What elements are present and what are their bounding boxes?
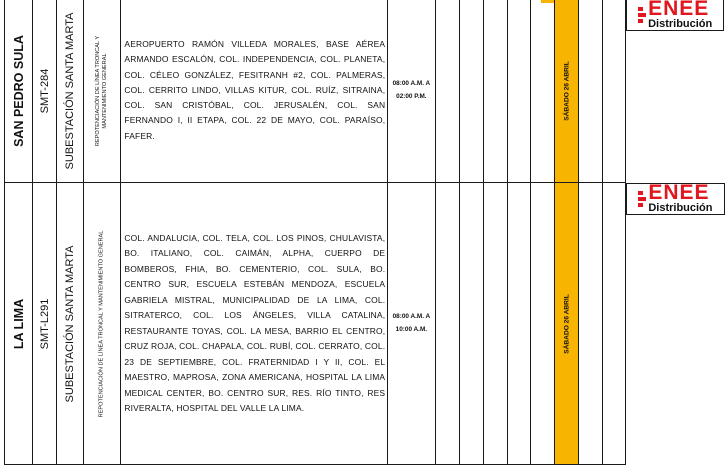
time-cell — [388, 0, 435, 183]
blank-cell — [435, 0, 459, 183]
city-label: LA LIMA — [11, 298, 26, 349]
circuit-label: SMT-L291 — [38, 298, 51, 349]
date-cell — [554, 183, 578, 465]
substation-cell — [56, 183, 83, 465]
substation-label: SUBESTACIÓN SANTA MARTA — [64, 12, 77, 169]
blank-cell — [459, 183, 483, 465]
logo-subtitle: Distribución — [648, 201, 713, 214]
work-description — [95, 35, 109, 145]
time-end: 10:00 A.M. — [395, 325, 428, 333]
date-cell — [554, 0, 578, 183]
date-label: SÁBADO 26 ABRIL — [563, 60, 571, 121]
work-cell — [84, 0, 121, 183]
work-description — [99, 230, 106, 417]
blank-cell — [579, 183, 602, 465]
circuit-cell — [33, 183, 56, 465]
schedule-row-san-pedro-sula — [5, 0, 725, 183]
blank-cell — [484, 0, 507, 183]
city-label: SAN PEDRO SULA — [11, 34, 26, 147]
affected-areas: AEROPUERTO RAMÓN VILLEDA MORALES, BASE AÉREA ARMANDO ESCALÓN, COL. INDEPENDENCIA, COL. PLANETA, COL. CÉLEO GONZÁLEZ, FESITRANH #2, COL. PALMERAS, COL. CERRITO LINDO, VILLAS KITUR, COL. RUÍZ, SITRAINA, COL. SAN CRISTÓBAL, COL. JERUSALÉN, COL. SAN FERNANDO I, II ETAPA, COL. 22 DE MAYO, COL. PARAÍSO, FAFER. — [121, 0, 388, 183]
blank-cell — [484, 183, 507, 465]
blank-cell — [531, 0, 554, 183]
work-line: REPOTENCIACIÓN DE LÍNEA TRONCAL Y — [95, 35, 102, 146]
logo-brand: ENEE — [648, 0, 710, 20]
logo-cell — [626, 183, 724, 215]
work-line: REPOTENCIACIÓN DE LÍNEA TRONCAL Y MANTENIMIENTO GENERAL — [98, 230, 105, 417]
date-label: SÁBADO 26 ABRIL — [563, 293, 571, 354]
blank-cell — [579, 0, 602, 183]
time-start: 08:00 A.M. A — [392, 80, 431, 88]
enee-logo — [638, 0, 712, 30]
blank-cell — [602, 183, 625, 465]
time-end: 02:00 P.M. — [396, 92, 427, 100]
circuit-cell — [33, 0, 56, 183]
blank-cell — [435, 183, 459, 465]
blank-cell — [602, 0, 625, 183]
time-start: 08:00 A.M. A — [392, 313, 431, 321]
substation-cell — [56, 0, 83, 183]
blank-cell — [459, 0, 483, 183]
work-line: MANTENIMIENTO GENERAL — [102, 52, 109, 129]
enee-logo-stripes-icon — [638, 7, 646, 23]
outage-schedule-table — [4, 0, 725, 465]
work-cell — [84, 183, 121, 465]
substation-label: SUBESTACIÓN SANTA MARTA — [64, 245, 77, 402]
blank-cell — [507, 183, 530, 465]
logo-subtitle: Distribución — [648, 17, 713, 30]
enee-logo — [638, 184, 712, 214]
logo-cell — [626, 0, 724, 31]
enee-logo-stripes-icon — [638, 191, 646, 207]
city-cell — [5, 0, 33, 183]
time-cell — [388, 183, 435, 465]
schedule-row-la-lima — [5, 183, 725, 465]
blank-cell — [531, 183, 554, 465]
circuit-label: SMT-284 — [38, 68, 51, 113]
blank-cell — [507, 0, 530, 183]
city-cell — [5, 183, 33, 465]
affected-areas: COL. ANDALUCIA, COL. TELA, COL. LOS PINOS, CHULAVISTA, BO. ITALIANO, COL. CAIMÁN, ALPHA, CUERPO DE BOMBEROS, FHIA, BO. CEMENTERIO, COL. SULA, BO. CENTRO SUR, ESCUELA ESTEBÁN MENDOZA, ESCUELA GABRIELA MISTRAL, MUNICIPALIDAD DE LA LIMA, COL. SITRATERCO, COL. LOS ÁNGELES, VILLA CATALINA, RESTAURANTE TOYAS, COL. LA MESA, BARRIO EL CENTRO, CRUZ ROJA, COL. CHAPALA, COL. RUBÍ, COL. CERRATO, COL. 23 DE SEPTIEMBRE, COL. FRATERNIDAD I Y II, COL. EL MAESTRO, MAPROSA, ZONA AMERICANA, HOSPITAL LA LIMA MEDICAL CENTER, BO. CENTRO SUR, RES. RÍO TINTO, RES RIVERALTA, HOSPITAL DEL VALLE LA LIMA. — [121, 183, 388, 465]
logo-brand: ENEE — [648, 182, 710, 204]
